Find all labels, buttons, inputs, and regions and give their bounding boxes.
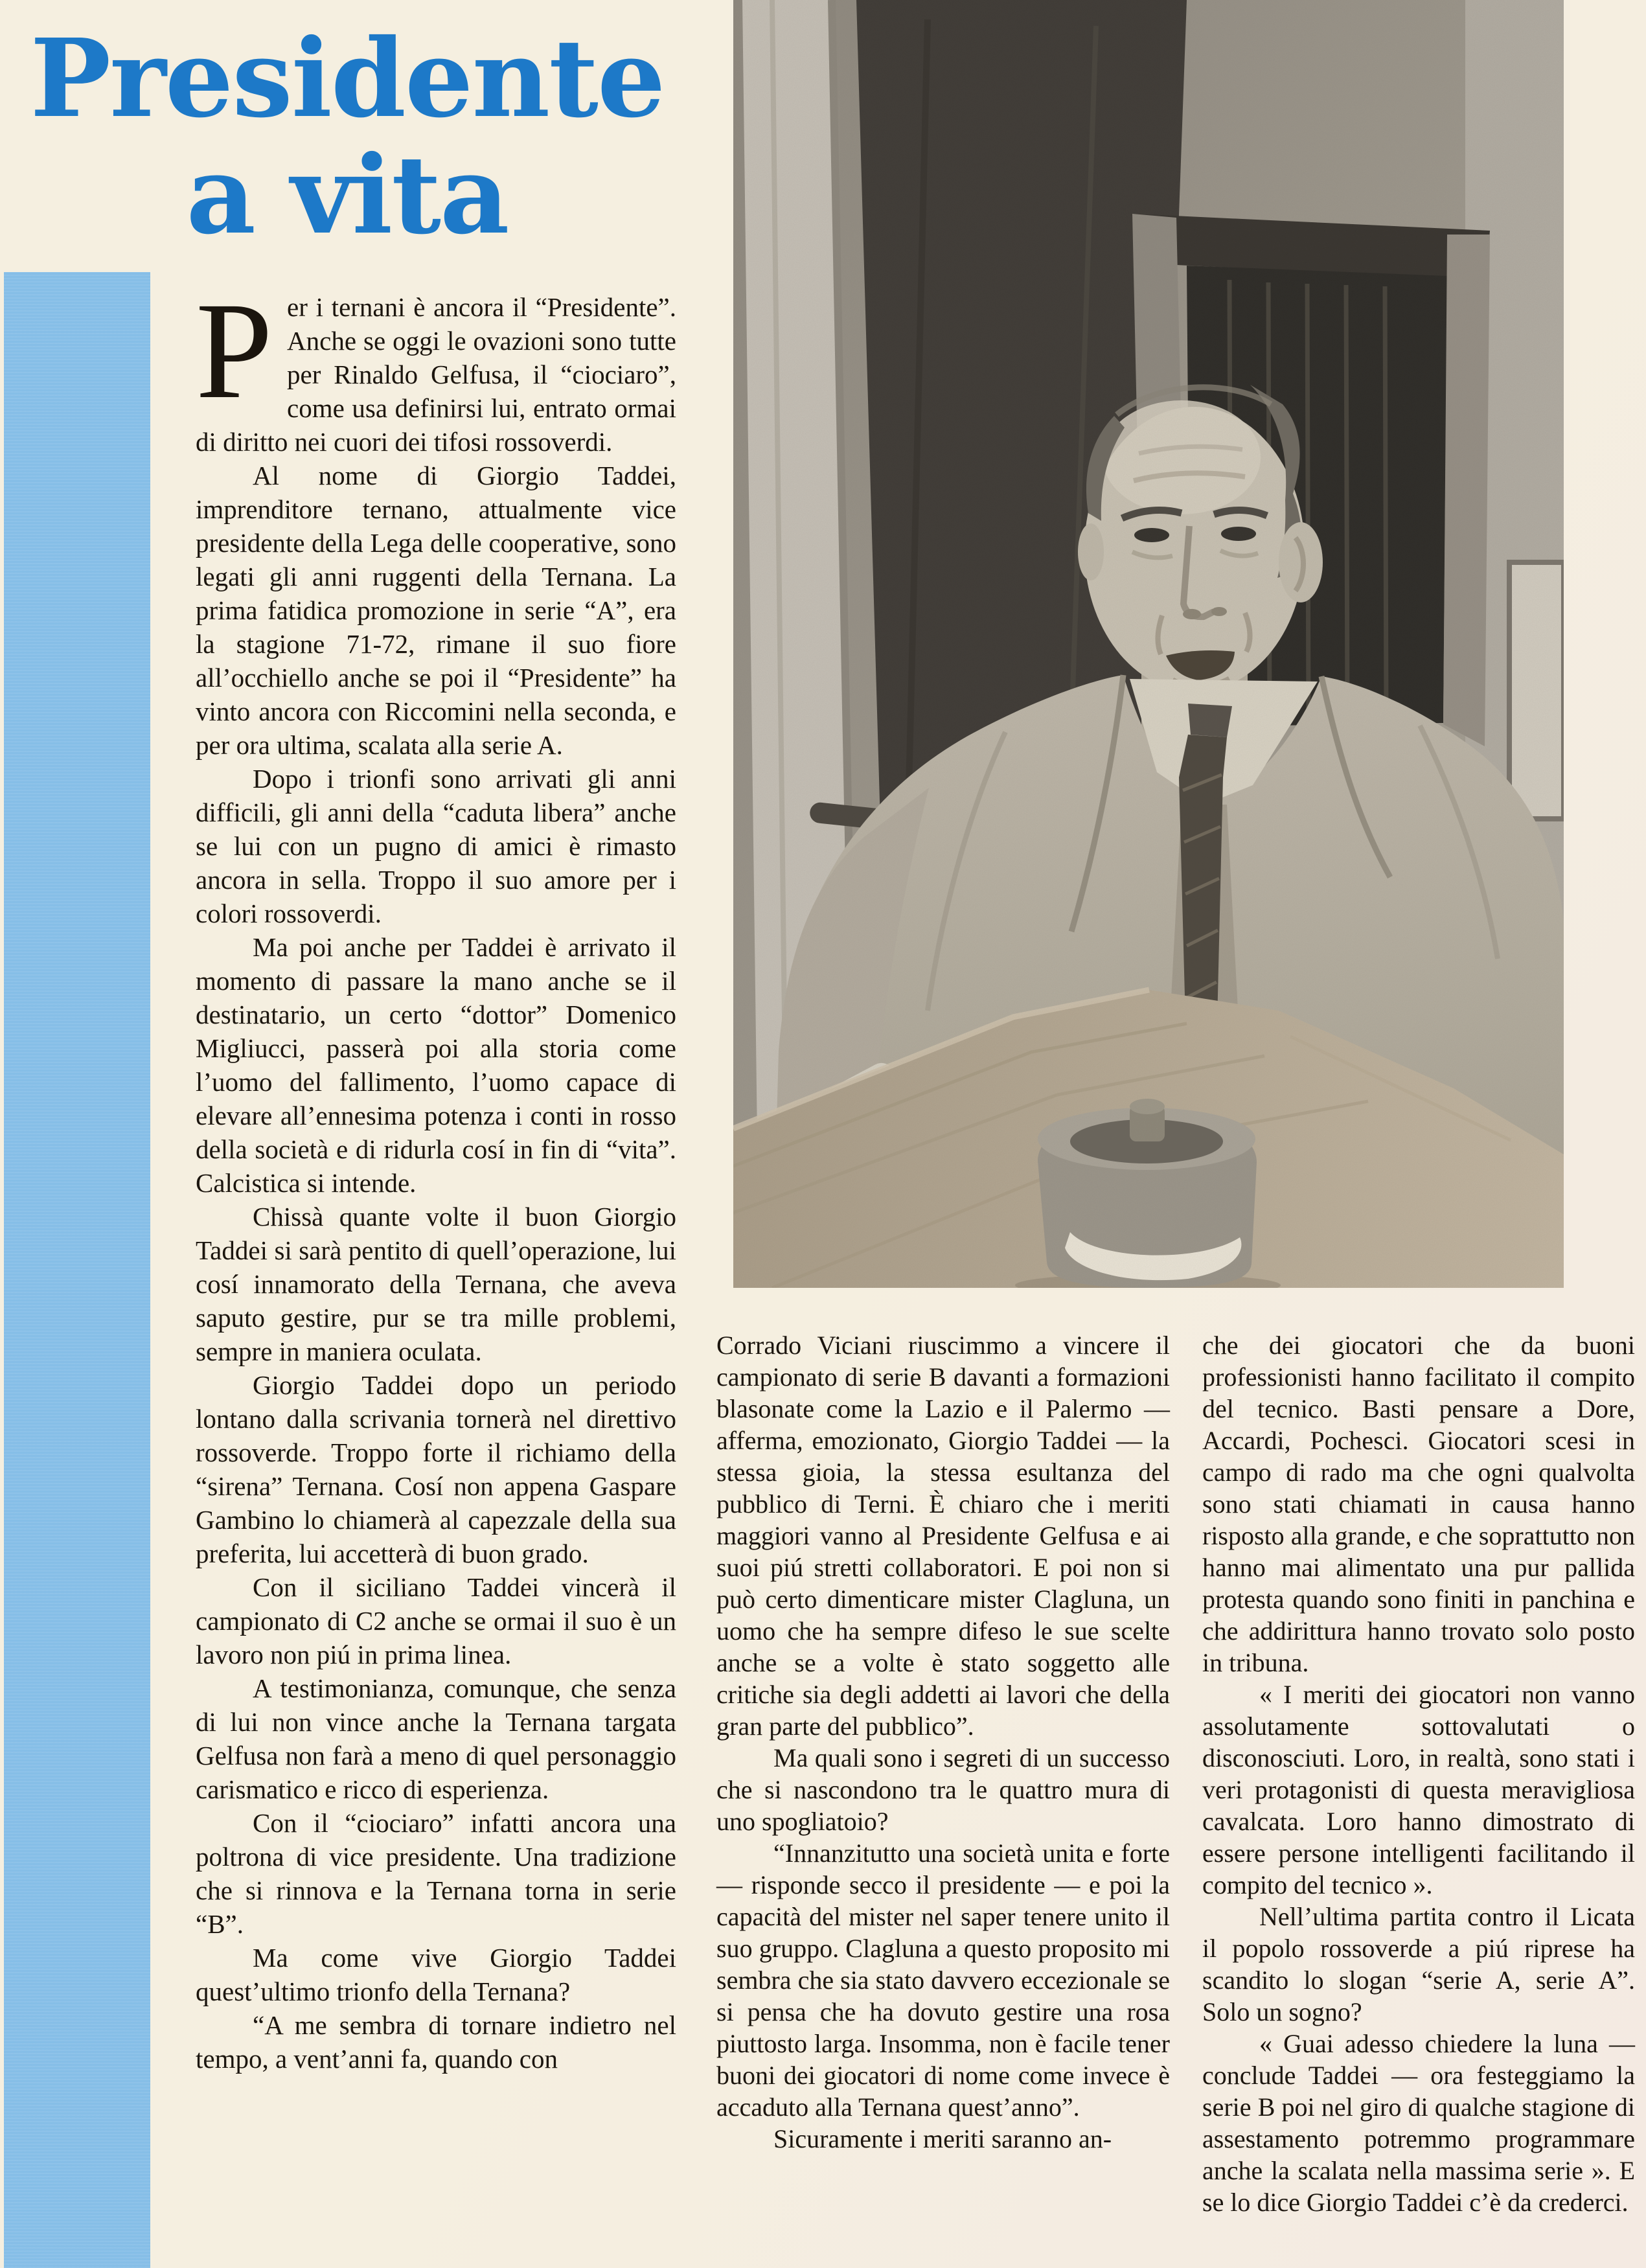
paragraph: Ma poi anche per Taddei è arrivato il momento di passare la mano anche se il destinatario, un certo “dottor” Domenico Migliucci, passerà poi alla storia come l’uomo del fallimento, l’uomo capace di elevare all’ennesima potenza i conti in rosso della società e di ridurla cosí in fin di “vita”. Calcistica si intende. [196, 932, 676, 1198]
paragraph: « Guai adesso chiedere la luna — conclude Taddei — ora festeggiamo la serie B poi nel giro di qualche stagione di assestamento potremmo programmare anche la scalata nella massima serie ». E se lo dice Giorgio Taddei c’è da crederci. [1202, 2029, 1635, 2217]
left-accent-bar [4, 272, 150, 2268]
photo-grain [733, 0, 1564, 1288]
paragraph: Sicuramente i meriti saranno an- [773, 2124, 1112, 2153]
paragraph: “A me sembra di tornare indietro nel tempo, a vent’anni fa, quando con [196, 2010, 676, 2074]
paragraph: Dopo i trionfi sono arrivati gli anni difficili, gli anni della “caduta libera” anche se lui con un pugno di amici è rimasto ancora in sella. Troppo il suo amore per i colori rossoverdi. [196, 764, 676, 928]
paragraph: Con il “ciociaro” infatti ancora una poltrona di vice presidente. Una tradizione che si rinnova e la Ternana torna in serie “B”. [196, 1808, 676, 1939]
article-column-2 [716, 1329, 1170, 2155]
paragraph: A testimonianza, comunque, che senza di lui non vince anche la Ternana targata Gelfusa non farà a meno di quel personaggio carismatico e ricco di esperienza. [196, 1673, 676, 1804]
paragraph: Giorgio Taddei dopo un periodo lontano dalla scrivania tornerà nel direttivo rossoverde. Troppo forte il richiamo della “sirena” Ternana. Cosí non appena Gaspare Gambino lo chiamerà al capezzale della sua preferita, lui accetterà di buon grado. [196, 1370, 676, 1568]
drop-cap: P [196, 274, 273, 428]
paragraph: Al nome di Giorgio Taddei, imprenditore ternano, attualmente vice presidente della Lega delle cooperative, sono legati gli anni ruggenti della Ternana. La prima fatidica promozione in serie “A”, era la stagione 71-72, rimane il suo fiore all’occhiello anche se poi il “Presidente” ha vinto ancora con Riccomini nella seconda, e per ora ultima, scalata alla serie A. [196, 461, 676, 760]
portrait-photo-graphic [733, 0, 1564, 1288]
article-title [0, 16, 694, 258]
paragraph: Nell’ultima partita contro il Licata il popolo rossoverde a piú riprese ha scandito lo slogan “serie A, serie A”. Solo un sogno? [1202, 1902, 1635, 2026]
article-column-3 [1202, 1329, 1635, 2218]
paragraph: che dei giocatori che da buoni professionisti hanno facilitato il compito del tecnico. Basti pensare a Dore, Accardi, Pochesci. Giocatori scesi in campo di rado ma che ogni qualvolta sono stati chiamati in causa hanno risposto alla grande, e che soprattutto non hanno mai alimentato una pur pallida protesta quando sono finiti in panchina e che addirittura hanno trovato solo posto in tribuna. [1202, 1331, 1635, 1677]
article-column-1 [196, 274, 676, 2076]
paragraph: Corrado Viciani riuscimmo a vincere il campionato di serie B davanti a formazioni blasonate come la Lazio e il Palermo — afferma, emozionato, Giorgio Taddei — la stessa gioia, la stessa esultanza del pubblico di Terni. È chiaro che i meriti maggiori vanno al Presidente Gelfusa e ai suoi piú stretti collaboratori. E poi non si può certo dimenticare mister Clagluna, un uomo che ha sempre difeso le sue scelte anche se a volte è stato soggetto alle critiche sia degli addetti ai lavori che della gran parte del pubblico”. [716, 1331, 1170, 1741]
paragraph: Con il siciliano Taddei vincerà il campionato di C2 anche se ormai il suo è un lavoro non piú in prima linea. [196, 1572, 676, 1669]
paragraph: « I meriti dei giocatori non vanno assolutamente sottovalutati o disconosciuti. Loro, in realtà, sono stati i veri protagonisti di questa meravigliosa cavalcata. Loro hanno dimostrato di essere persone intelligenti facilitando il compito del tecnico ». [1202, 1680, 1635, 1899]
paragraph: Ma quali sono i segreti di un successo che si nascondono tra le quattro mura di uno spogliatoio? [716, 1743, 1170, 1836]
title-line-1: Presidente [30, 16, 665, 142]
paragraph: Chissà quante volte il buon Giorgio Taddei si sarà pentito di quell’operazione, lui cosí innamorato della Ternana, che aveva saputo gestire, pur se tra mille problemi, sempre in maniera oculata. [196, 1202, 676, 1366]
paragraph: “Innanzitutto una società unita e forte — risponde secco il presidente — e poi la capacità del mister nel saper tenere unito il suo gruppo. Clagluna a questo proposito mi sembra che sia stato davvero eccezionale se si pensa che ha dovuto gestire una rosa piuttosto larga. Insomma, non è facile tener buoni dei giocatori di nome come invece è accaduto alla Ternana quest’anno”. [716, 1838, 1170, 2122]
title-line-2: a vita [186, 132, 509, 258]
paragraph: Per i ternani è ancora il “Presidente”. Anche se oggi le ovazioni sono tutte per Rinaldo Gelfusa, il “ciociaro”, come usa definirsi lui, entrato ormai di diritto nei cuori dei tifosi rossoverdi. [196, 274, 676, 457]
paragraph: Ma come vive Giorgio Taddei quest’ultimo trionfo della Ternana? [196, 1943, 676, 2006]
portrait-photo [733, 0, 1564, 1288]
